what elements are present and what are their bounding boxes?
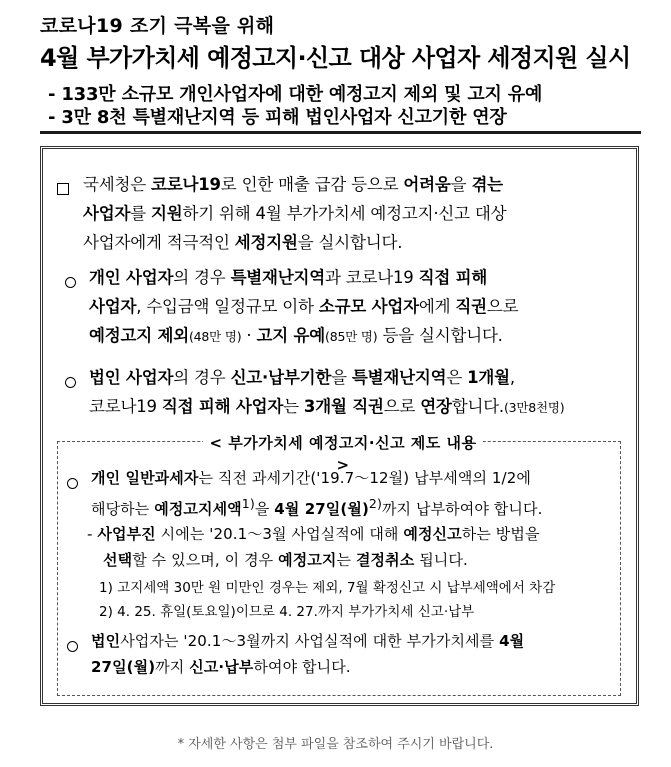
subtitle: 코로나19 조기 극복을 위해: [40, 15, 275, 37]
intro-line-2: 사업자를 지원하기 위해 4월 부가가치세 예정고지·신고 대상: [83, 204, 507, 223]
item2-line-1: 법인 사업자의 경우 신고·납부기한을 특별재난지역은 1개월,: [89, 368, 515, 387]
item1-line-3: 예정고지 제외(48만 명) · 고지 유예(85만 명) 등을 실시합니다.: [89, 326, 503, 345]
system-p1-line-2: 해당하는 예정고지세액$^{1)}$을 4월 27일(월)$^{2)}$까지 납부하여야 합니다.: [91, 496, 543, 518]
main-content-box: [40, 146, 639, 706]
intro-line-1: 국세청은 코로나19로 인한 매출 급감 등으로 어려움을 겪는: [83, 175, 503, 194]
circle-bullet-icon: [67, 474, 78, 493]
item-corporate-business: [89, 363, 629, 422]
circle-bullet-icon: [65, 273, 76, 292]
item1-line-2: 사업자, 수입금액 일정규모 이하 소규모 사업자에게 직권으로: [89, 297, 519, 316]
system-p1-line-1: 개인 일반과세자는 직전 과세기간('19.7～12월) 납부세액의 1/2에: [91, 469, 531, 487]
footer-note: * 자세한 사항은 첨부 파일을 참조하여 주시기 바랍니다.: [177, 737, 494, 752]
system-paragraph-2: [87, 521, 617, 573]
footnote-2: 2) 4. 25. 휴일(토요일)이므로 4. 27.까지 부가가치세 신고·납부: [99, 604, 475, 620]
summary-bullet-1: - 133만 소규모 개인사업자에 대한 예정고지 제외 및 고지 유예: [48, 84, 543, 105]
circle-bullet-icon: [65, 373, 76, 392]
intro-paragraph: [83, 170, 628, 257]
system-p3-line-1: 법인사업자는 '20.1～3월까지 사업실적에 대한 부가가치세를 4월: [91, 632, 525, 650]
system-paragraph-3: [91, 628, 616, 680]
item-individual-business: [89, 263, 629, 351]
summary-bullet-2: - 3만 8천 특별재난지역 등 피해 법인사업자 신고기한 연장: [48, 107, 507, 128]
item1-line-1: 개인 사업자의 경우 특별재난지역과 코로나19 직접 피해: [89, 268, 488, 287]
intro-line-3: 사업자에게 적극적인 세정지원을 실시합니다.: [83, 233, 403, 252]
system-p3-line-2: 27일(월)까지 신고·납부하여야 합니다.: [91, 658, 351, 676]
title-divider: [40, 131, 641, 134]
item2-line-2: 코로나19 직접 피해 사업자는 3개월 직권으로 연장합니다.(3만8천명): [89, 397, 565, 416]
square-bullet-icon: [57, 180, 69, 199]
system-paragraph-1: [91, 465, 616, 522]
system-p2-line-1: - 사업부진 시에는 '20.1～3월 사업실적에 대해 예정신고하는 방법을: [87, 525, 540, 543]
system-p2-line-2: 선택할 수 있으며, 이 경우 예정고지는 결정취소 됩니다.: [103, 551, 468, 569]
system-info-title: < 부가가치세 예정고지·신고 제도 내용 >: [203, 432, 483, 454]
page-title: 4월 부가가치세 예정고지·신고 대상 사업자 세정지원 실시: [40, 44, 631, 72]
footnote-1: 1) 고지세액 30만 원 미만인 경우는 제외, 7월 확정신고 시 납부세액에서 차감: [99, 580, 556, 596]
circle-bullet-icon: [67, 637, 78, 656]
